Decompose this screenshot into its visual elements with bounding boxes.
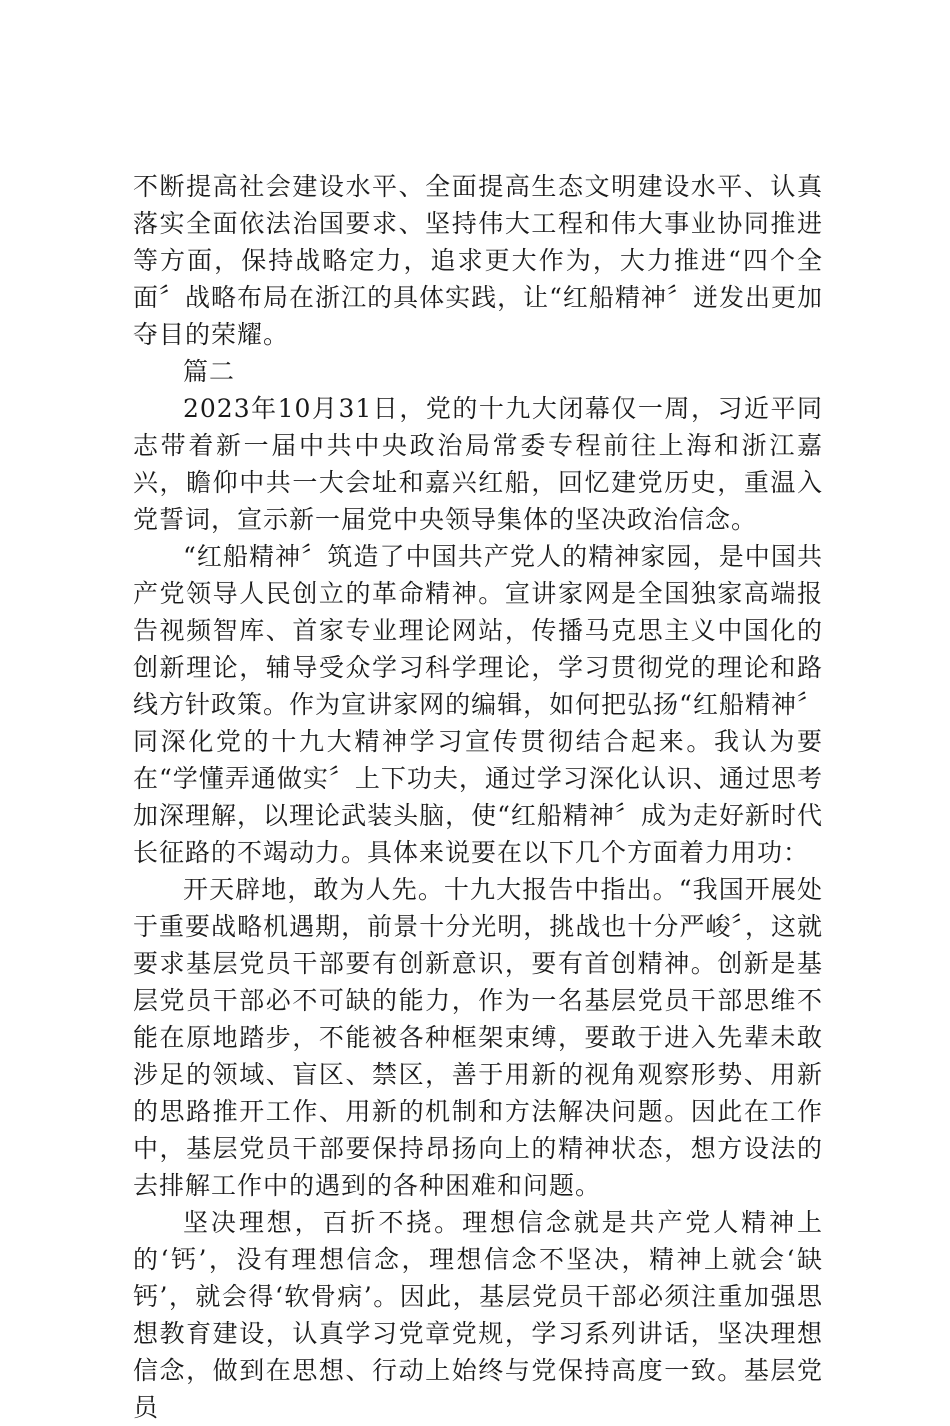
paragraph-continuation: 不断提高社会建设水平、全面提高生态文明建设水平、认真落实全面依法治国要求、坚持伟大工程和伟大事业协同推进等方面，保持战略定力，追求更大作为，大力推进“四个全面〞战略布局在浙江的具体实践，让“红船精神〞迸发出更加夺目的荣耀。 [133,172,823,349]
paragraph-innovation: 开天辟地，敢为人先。十九大报告中指出。“我国开展处于重要战略机遇期，前景十分光明，挑战也十分严峻〞，这就要求基层党员干部要有创新意识，要有首创精神。创新是基层党员干部必不可缺的能力，作为一名基层党员干部思维不能在原地踏步，不能被各种框架束缚，要敢于进入先辈未敢涉足的领域、盲区、禁区，善于用新的视角观察形势、用新的思路推开工作、用新的机制和方法解决问题。因此在工作中，基层党员干部要保持昂扬向上的精神状态，想方设法的去排解工作中的遇到的各种困难和问题。 [133,875,823,1200]
paragraph-ideals: 坚决理想，百折不挠。理想信念就是共产党人精神上的‘钙’，没有理想信念，理想信念不坚决，精神上就会‘缺钙’，就会得‘软骨病’。因此，基层党员干部必须注重加强思想教育建设，认真学习党章党规，学习系列讲话，坚决理想信念，做到在思想、行动上始终与党保持高度一致。基层党员 [133,1208,823,1422]
body-text [133,168,823,1426]
paragraph-date-event: 2023年10月31日，党的十九大闭幕仅一周，习近平同志带着新一届中共中央政治局常委专程前往上海和浙江嘉兴，瞻仰中共一大会址和嘉兴红船，回忆建党历史，重温入党誓词，宣示新一届党中央领导集体的坚决政治信念。 [133,394,823,534]
section-heading-part-two: 篇二 [183,357,236,386]
paragraph-red-boat-spirit: “红船精神〞筑造了中国共产党人的精神家园，是中国共产党领导人民创立的革命精神。宣讲家网是全国独家高端报告视频智库、首家专业理论网站，传播马克思主义中国化的创新理论，辅导受众学习科学理论，学习贯彻党的理论和路线方针政策。作为宣讲家网的编辑，如何把弘扬“红船精神〞同深化党的十九大精神学习宣传贯彻结合起来。我认为要在“学懂弄通做实〞上下功夫，通过学习深化认识、通过思考加深理解，以理论武装头脑，使“红船精神〞成为走好新时代长征路的不竭动力。具体来说要在以下几个方面着力用功： [133,542,823,867]
